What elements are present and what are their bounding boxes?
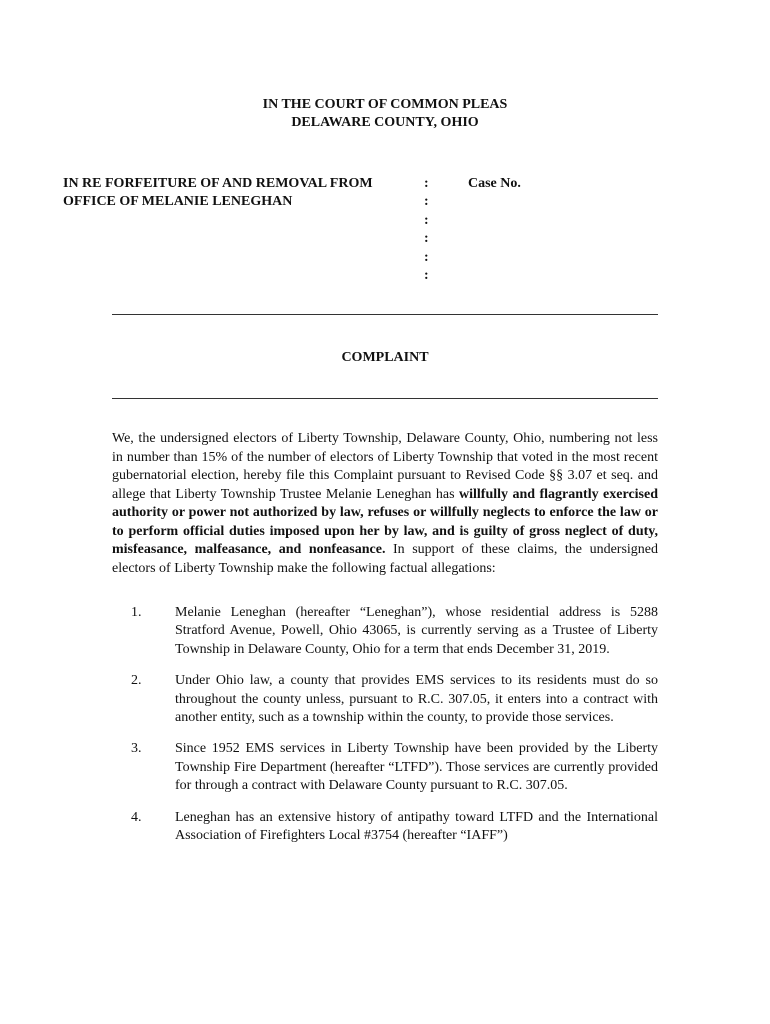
allegation-number: 3. <box>131 741 142 757</box>
allegation-number: 2. <box>131 673 142 689</box>
list-item <box>112 809 658 846</box>
allegation-number: 1. <box>131 605 142 620</box>
caption-colon: : <box>424 176 429 191</box>
intro-paragraph <box>112 430 658 578</box>
allegation-text: Melanie Leneghan (hereafter “Leneghan”), whose residential address is 5288 Stratford Avenue, Powell, Ohio 43065, is currently serving as a Trustee of Liberty Township in Delaware County, Ohio for a term that ends December 31, 2019. <box>175 605 658 657</box>
list-item <box>112 604 658 659</box>
case-caption <box>63 175 423 211</box>
divider-top <box>112 314 658 315</box>
caption-colon: : <box>424 231 429 247</box>
intro-text-bold: willfully and flagrantly exercised authority or power not authorized by law, refuses or willfully neglects to enforce the law or to perform official duties imposed upon her by law, and is guilty of gross neglect of duty, misfeasance, malfeasance, and nonfeasance. <box>112 486 658 557</box>
case-number-label: Case No. <box>468 176 521 191</box>
caption-colon: : <box>424 267 429 283</box>
document-title: COMPLAINT <box>341 350 429 365</box>
caption-colon: : <box>424 249 429 265</box>
allegation-text: Since 1952 EMS services in Liberty Township have been provided by the Liberty Township Fire Department (hereafter “LTFD”). Those services are currently provided for through a contract with Delaware County pursuant to R.C. 307.05. <box>175 741 658 794</box>
caption-colon-column <box>424 175 429 285</box>
divider-bottom <box>112 398 658 399</box>
list-item <box>112 740 658 795</box>
court-heading <box>0 96 770 132</box>
caption-line-2: OFFICE OF MELANIE LENEGHAN <box>63 194 293 209</box>
caption-line-1: IN RE FORFEITURE OF AND REMOVAL FROM <box>63 176 373 191</box>
court-name: IN THE COURT OF COMMON PLEAS <box>262 97 508 112</box>
list-item <box>112 672 658 727</box>
caption-colon: : <box>424 194 429 210</box>
allegation-number: 4. <box>131 809 142 825</box>
intro-text-start: We, the undersigned electors of Liberty Township, Delaware County, Ohio, numbering not less in number than 15% of the number of electors of Liberty Township that voted in the most recent gubernatorial election, hereby file this Complaint pursuant to Revised Code §§ 3.07 et seq. and allege that Liberty Township Trustee Melanie Leneghan has <box>112 431 658 502</box>
intro-text-end: In support of these claims, the undersigned electors of Liberty Township make the following factual allegations: <box>112 542 658 576</box>
allegation-text: Under Ohio law, a county that provides EMS services to its residents must do so throughout the county unless, pursuant to R.C. 307.05, it enters into a contract with another entity, such as a township within the county, to provide those services. <box>175 673 658 726</box>
caption-colon: : <box>424 212 429 228</box>
court-county: DELAWARE COUNTY, OHIO <box>291 115 479 130</box>
allegations-list <box>112 604 658 858</box>
allegation-text: Leneghan has an extensive history of antipathy toward LTFD and the International Association of Firefighters Local #3754 (hereafter “IAFF”) <box>175 809 658 844</box>
